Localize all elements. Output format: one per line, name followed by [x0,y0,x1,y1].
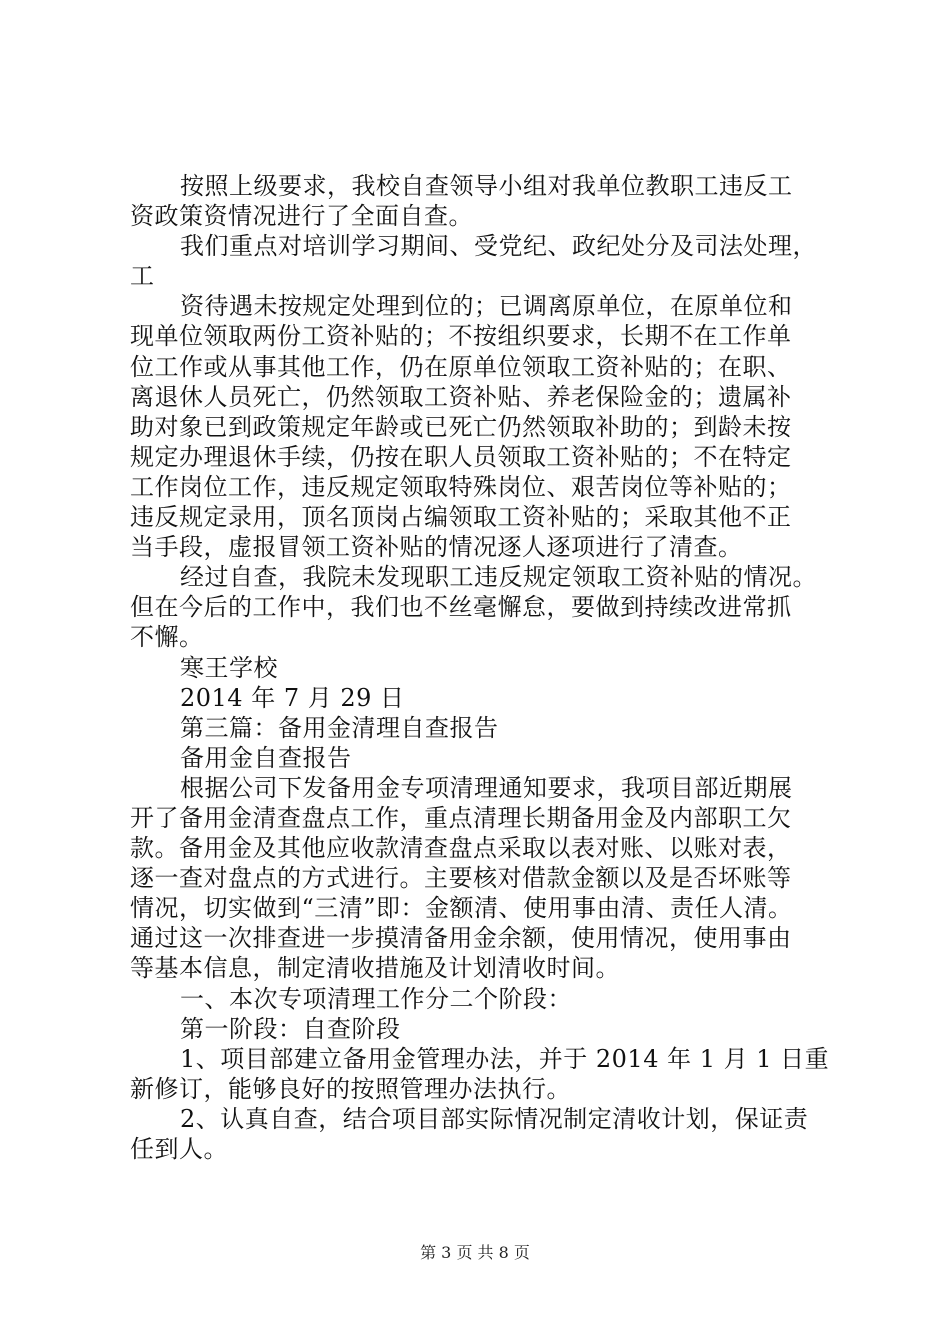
text-line: 款。备用金及其他应收款清查盘点采取以表对账、以账对表， [130,834,792,863]
page-footer: 第 3 页 共 8 页 [420,1243,530,1262]
text-line: 当手段，虚报冒领工资补贴的情况逐人逐项进行了清查。 [130,533,743,562]
text-line: 按照上级要求，我校自查领导小组对我单位教职工违反工 [180,172,793,200]
text-line: 我们重点对培训学习期间、受党纪、政纪处分及司法处理， [180,232,817,261]
text-line: 备用金自查报告 [180,743,352,772]
text-line: 新修订，能够良好的按照管理办法执行。 [130,1074,571,1103]
text-line: 不懈。 [130,623,204,652]
text-line: 一、本次专项清理工作分二个阶段： [180,984,572,1013]
document-body [130,171,830,1164]
text-line: 现单位领取两份工资补贴的；不按组织要求，长期不在工作单 [130,322,792,351]
text-line: 经过自查，我院未发现职工违反规定领取工资补贴的情况。 [180,563,817,592]
text-line: 离退休人员死亡，仍然领取工资补贴、养老保险金的；遗属补 [130,382,792,411]
text-line: 资政策资情况进行了全面自查。 [130,202,473,231]
text-line: 但在今后的工作中，我们也不丝毫懈怠，要做到持续改进常抓 [130,593,792,622]
text-line: 工作岗位工作，违反规定领取特殊岗位、艰苦岗位等补贴的； [130,472,792,501]
text-line: 寒王学校 [180,653,278,682]
text-line: 开了备用金清查盘点工作，重点清理长期备用金及内部职工欠 [130,803,792,832]
text-line: 根据公司下发备用金专项清理通知要求，我项目部近期展 [180,773,793,802]
text-line: 资待遇未按规定处理到位的；已调离原单位，在原单位和 [180,292,793,321]
text-line: 助对象已到政策规定年龄或已死亡仍然领取补助的；到龄未按 [130,412,792,441]
text-line: 第三篇：备用金清理自查报告 [180,713,499,742]
text-line: 第一阶段：自查阶段 [180,1014,401,1043]
text-line: 逐一查对盘点的方式进行。主要核对借款金额以及是否坏账等 [130,864,792,893]
text-line: 规定办理退休手续，仍按在职人员领取工资补贴的；不在特定 [130,442,792,471]
text-line: 等基本信息，制定清收措施及计划清收时间。 [130,954,620,983]
text-line: 任到人。 [130,1135,228,1163]
text-line: 通过这一次排查进一步摸清备用金余额，使用情况，使用事由 [130,924,792,953]
text-line: 违反规定录用，顶名顶岗占编领取工资补贴的；采取其他不正 [130,503,792,532]
text-line: 1、项目部建立备用金管理办法，并于 2014 年 1 月 1 日重 [180,1044,830,1073]
text-line: 位工作或从事其他工作，仍在原单位领取工资补贴的；在职、 [130,352,792,381]
text-line: 情况，切实做到“三清”即：金额清、使用事由清、责任人清。 [130,894,793,923]
text-line: 2014 年 7 月 29 日 [180,683,405,712]
text-line: 工 [130,262,155,291]
text-line: 2、认真自查，结合项目部实际情况制定清收计划，保证责 [180,1104,809,1133]
